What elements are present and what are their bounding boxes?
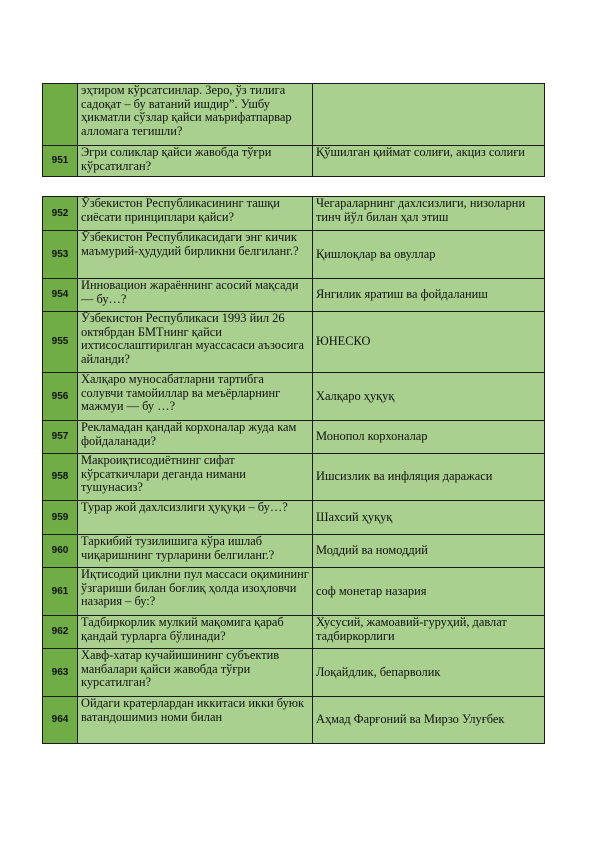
answer-cell: Ишсизлик ва инфляция даражаси <box>313 454 545 501</box>
table-row <box>43 231 545 279</box>
row-number: 959 <box>43 501 78 535</box>
question-cell: Эгри соликлар қайси жавобда тўғри кўрсатилган? <box>78 146 313 177</box>
question-cell: Ўзбекистон Республикасидаги энг кичик маъмурий-ҳудудий бирликни белгиланг.? <box>78 231 313 279</box>
answer-cell <box>313 84 545 146</box>
question-cell: Инновацион жараённинг асосий мақсади — бу…? <box>78 279 313 312</box>
question-cell: Ойдаги кратерлардан иккитаси икки буюк ватандошимиз номи билан <box>78 697 313 744</box>
question-cell: Хавф-хатар кучайишининг субъектив манбалари қайси жавобда тўғри курсатилган? <box>78 649 313 697</box>
answer-cell: Чегараларнинг дахлсизлиги, низоларни тинч йўл билан ҳал этиш <box>313 197 545 231</box>
answer-cell: Қўшилган қиймат солиғи, акциз солиғи <box>313 146 545 177</box>
answer-cell: Аҳмад Фарғоний ва Мирзо Улуғбек <box>313 697 545 744</box>
table-row <box>43 84 545 146</box>
row-number: 953 <box>43 231 78 279</box>
row-number: 962 <box>43 616 78 649</box>
answer-cell: Қишлоқлар ва овуллар <box>313 231 545 279</box>
row-number: 957 <box>43 421 78 454</box>
row-number: 958 <box>43 454 78 501</box>
table-row <box>43 421 545 454</box>
answer-cell: Халқаро ҳуқуқ <box>313 373 545 421</box>
table-row <box>43 197 545 231</box>
table-row <box>43 616 545 649</box>
table-row <box>43 697 545 744</box>
table-row <box>43 649 545 697</box>
table-row <box>43 312 545 373</box>
table-row <box>43 568 545 616</box>
table-row <box>43 454 545 501</box>
answer-cell: Монопол корхоналар <box>313 421 545 454</box>
question-table-main <box>42 196 545 744</box>
row-number: 956 <box>43 373 78 421</box>
row-number: 964 <box>43 697 78 744</box>
question-cell: Иқтисодий циклни пул массаси оқимининг ўзгариши билан боғлиқ ҳолда изоҳловчи назария – бу:? <box>78 568 313 616</box>
question-cell: Ўзбекистон Республикаси 1993 йил 26 октябрдан БМТнинг қайси ихтисослаштирилган муассасаси аъзосига айланди? <box>78 312 313 373</box>
table-row <box>43 501 545 535</box>
row-number <box>43 84 78 146</box>
question-cell: Турар жой дахлсизлиги ҳуқуқи – бу…? <box>78 501 313 535</box>
table-row <box>43 279 545 312</box>
row-number: 960 <box>43 535 78 568</box>
answer-cell: Моддий ва номоддий <box>313 535 545 568</box>
question-cell: Ўзбекистон Республикасининг ташқи сиёсати принциплари қайси? <box>78 197 313 231</box>
row-number: 955 <box>43 312 78 373</box>
question-cell: Халқаро муносабатларни тартибга солувчи тамойиллар ва меъёрларнинг мажмуи — бу …? <box>78 373 313 421</box>
answer-cell: соф монетар назария <box>313 568 545 616</box>
row-number: 963 <box>43 649 78 697</box>
question-cell: Макроиқтисодиётнинг сифат кўрсаткичлари деганда нимани тушунасиз? <box>78 454 313 501</box>
question-cell: Таркибий тузилишига кўра ишлаб чиқаришнинг турларини белгиланг.? <box>78 535 313 568</box>
table-row <box>43 146 545 177</box>
row-number: 952 <box>43 197 78 231</box>
row-number: 961 <box>43 568 78 616</box>
answer-cell: Лоқайдлик, бепарволик <box>313 649 545 697</box>
question-cell: эҳтиром кўрсатсинлар. Зеро, ўз тилига садоқат – бу ватаний ишдир”. Ушбу ҳикматли сўзлар қайси маърифатпарвар алломага тегишли? <box>78 84 313 146</box>
row-number: 951 <box>43 146 78 177</box>
answer-cell: ЮНЕСКО <box>313 312 545 373</box>
answer-cell: Шахсий ҳуқуқ <box>313 501 545 535</box>
table-row <box>43 535 545 568</box>
table-row <box>43 373 545 421</box>
question-table-top <box>42 83 545 177</box>
row-number: 954 <box>43 279 78 312</box>
answer-cell: Хусусий, жамоавий-гуруҳий, давлат тадбиркорлиги <box>313 616 545 649</box>
question-cell: Тадбиркорлик мулкий мақомига қараб қандай турларга бўлинади? <box>78 616 313 649</box>
question-cell: Рекламадан қандай корхоналар жуда кам фойдаланади? <box>78 421 313 454</box>
answer-cell: Янгилик яратиш ва фойдаланиш <box>313 279 545 312</box>
